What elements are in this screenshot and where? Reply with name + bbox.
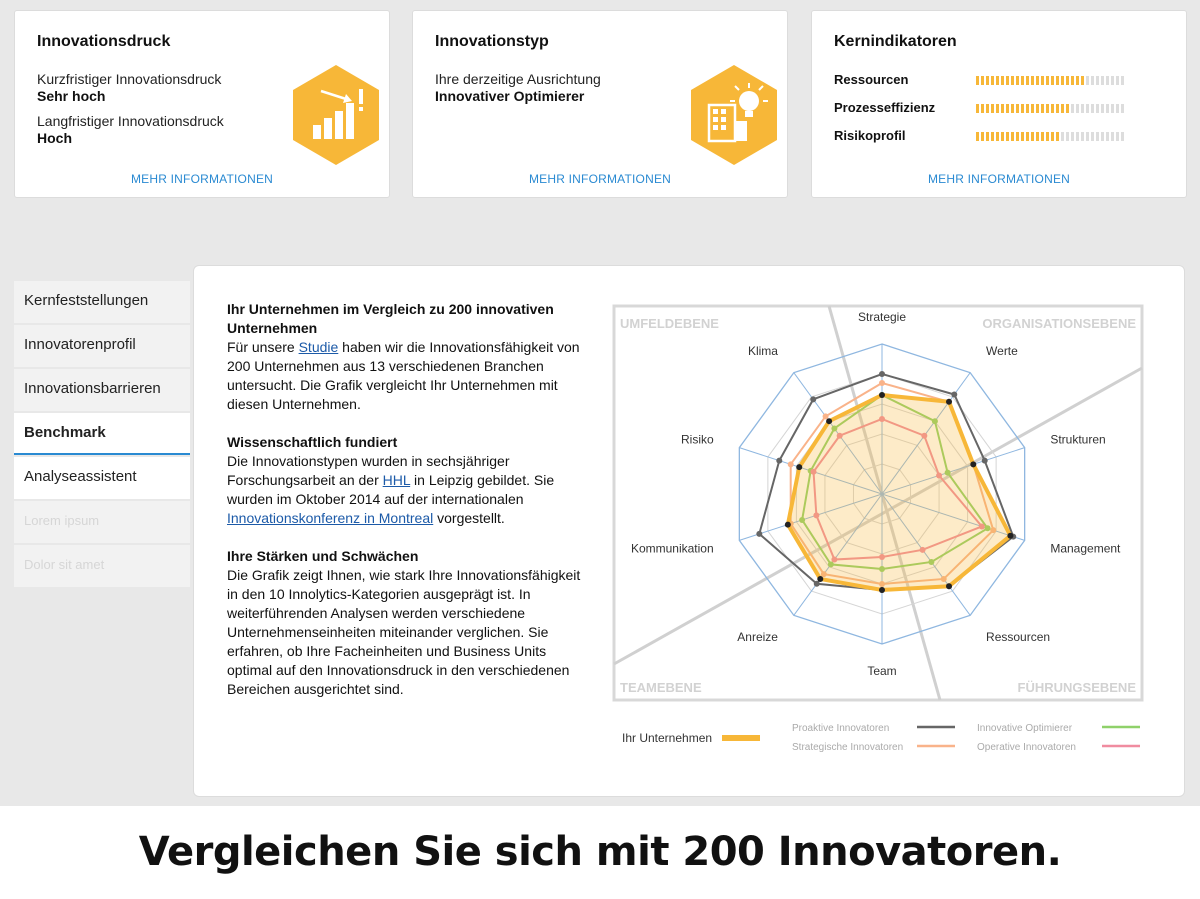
- series-point: [810, 396, 816, 402]
- series-point: [951, 391, 957, 397]
- category-label: Werte: [986, 343, 1018, 358]
- indicator-segment: [1051, 104, 1054, 113]
- series-point: [756, 531, 762, 537]
- sidebar-item-analyseassistent[interactable]: Analyseassistent: [14, 457, 190, 499]
- indicator-segment: [1016, 104, 1019, 113]
- benchmark-panel: [193, 265, 1185, 797]
- indicator-segment: [1071, 104, 1074, 113]
- card-innovationstyp: [412, 10, 788, 198]
- category-label: Strukturen: [1050, 432, 1106, 447]
- legend-label: Operative Innovatoren: [977, 742, 1076, 753]
- indicator-segment: [1121, 132, 1124, 141]
- legend-label: Ihr Unternehmen: [622, 731, 713, 745]
- indicator-segment: [996, 76, 999, 85]
- indicator-segment: [1006, 132, 1009, 141]
- indicator-segment: [1031, 76, 1034, 85]
- indicator-segment: [1111, 104, 1114, 113]
- indicator-segment: [1036, 76, 1039, 85]
- indicator-segment: [1096, 76, 1099, 85]
- indicator-bar: [976, 76, 1124, 85]
- category-label: Ressourcen: [986, 630, 1051, 645]
- indicator-segment: [981, 76, 984, 85]
- radar-svg: [612, 304, 1152, 764]
- indicator-segment: [981, 132, 984, 141]
- indicator-risikoprofil: [834, 128, 906, 143]
- indicator-segment: [1116, 104, 1119, 113]
- indicator-segment: [1086, 76, 1089, 85]
- indicator-segment: [1041, 76, 1044, 85]
- indicator-segment: [1036, 132, 1039, 141]
- more-info-link[interactable]: MEHR INFORMATIONEN: [528, 172, 672, 186]
- quadrant-label: ORGANISATIONSEBENE: [982, 316, 1136, 331]
- indicator-segment: [1076, 132, 1079, 141]
- series-point: [879, 371, 885, 377]
- indicator-segment: [981, 104, 984, 113]
- indicator-segment: [1066, 76, 1069, 85]
- sidebar-item-innovationsbarrieren[interactable]: Innovationsbarrieren: [14, 369, 190, 411]
- indicator-segment: [991, 76, 994, 85]
- indicator-segment: [1086, 104, 1089, 113]
- series-point: [817, 576, 823, 582]
- series-point: [982, 458, 988, 464]
- indicator-segment: [1011, 132, 1014, 141]
- series-point: [826, 418, 832, 424]
- indicator-label: Prozesseffizienz: [834, 100, 936, 115]
- section-heading: Ihr Unternehmen im Vergleich zu 200 innovativen Unternehmen: [227, 301, 554, 336]
- short-term-value: Sehr hoch: [37, 88, 106, 104]
- series-point: [946, 399, 952, 405]
- series-point: [946, 583, 952, 589]
- indicator-segment: [1006, 104, 1009, 113]
- indicator-label: Risikoprofil: [834, 128, 906, 143]
- indicator-bar: [976, 132, 1124, 141]
- indicator-prozesseffizienz: [834, 100, 935, 115]
- indicator-bar: [976, 104, 1124, 113]
- indicator-segment: [1116, 132, 1119, 141]
- indicator-segment: [1026, 104, 1029, 113]
- indicator-segment: [1066, 132, 1069, 141]
- indicator-segment: [1111, 132, 1114, 141]
- indicator-segment: [1031, 104, 1034, 113]
- indicator-segment: [1081, 132, 1084, 141]
- building-lightbulb-icon: [689, 63, 779, 167]
- indicator-segment: [1031, 132, 1034, 141]
- indicator-segment: [1121, 104, 1124, 113]
- indicator-segment: [1101, 104, 1104, 113]
- sidebar-item-benchmark[interactable]: Benchmark: [14, 413, 190, 455]
- category-label: Kommunikation: [630, 541, 714, 556]
- series-point: [879, 587, 885, 593]
- indicator-segment: [1081, 104, 1084, 113]
- indicator-segment: [991, 132, 994, 141]
- indicator-segment: [996, 104, 999, 113]
- indicator-segment: [1046, 104, 1049, 113]
- card-kernindikatoren: [811, 10, 1187, 198]
- indicator-segment: [1001, 104, 1004, 113]
- indicator-segment: [1036, 104, 1039, 113]
- series-point: [1007, 533, 1013, 539]
- series-point: [823, 413, 829, 419]
- series-point: [879, 392, 885, 398]
- long-term-label: Langfristiger Innovationsdruck: [37, 113, 224, 129]
- more-info-link[interactable]: MEHR INFORMATIONEN: [130, 172, 274, 186]
- indicator-segment: [1011, 104, 1014, 113]
- card-title: Kernindikatoren: [834, 33, 957, 50]
- sidebar-nav: [14, 281, 190, 589]
- section-heading: Wissenschaftlich fundiert: [227, 434, 398, 450]
- indicator-segment: [1061, 132, 1064, 141]
- quadrant-label: FÜHRUNGSEBENE: [1017, 680, 1136, 695]
- indicator-segment: [1061, 104, 1064, 113]
- card-body: [435, 71, 601, 113]
- orientation-value: Innovativer Optimierer: [435, 88, 585, 104]
- legend-label: Innovative Optimierer: [977, 723, 1073, 734]
- short-term-label: Kurzfristiger Innovationsdruck: [37, 71, 222, 87]
- indicator-segment: [1071, 132, 1074, 141]
- indicator-segment: [1001, 132, 1004, 141]
- indicator-segment: [1026, 76, 1029, 85]
- sidebar-item-disabled: Dolor sit amet: [14, 545, 190, 587]
- hhl-link[interactable]: HHL: [382, 472, 411, 488]
- category-label: Management: [1050, 541, 1121, 556]
- indicator-segment: [1081, 76, 1084, 85]
- indicator-segment: [1051, 132, 1054, 141]
- legend-label: Proaktive Innovatoren: [792, 723, 890, 734]
- category-label: Risiko: [680, 432, 714, 447]
- indicator-segment: [1041, 104, 1044, 113]
- indicator-segment: [1071, 76, 1074, 85]
- indicator-segment: [1106, 132, 1109, 141]
- indicator-segment: [1106, 76, 1109, 85]
- radar-chart: [612, 304, 1152, 764]
- indicator-segment: [1021, 104, 1024, 113]
- indicator-segment: [1121, 76, 1124, 85]
- indicator-segment: [976, 76, 979, 85]
- long-term-value: Hoch: [37, 130, 72, 146]
- footer-banner: [0, 806, 1200, 899]
- indicator-segment: [1111, 76, 1114, 85]
- benchmark-text: [227, 300, 582, 718]
- more-info-link[interactable]: MEHR INFORMATIONEN: [927, 172, 1071, 186]
- series-point: [776, 458, 782, 464]
- indicator-segment: [1041, 132, 1044, 141]
- indicator-segment: [986, 76, 989, 85]
- section-paragraph: Die Grafik zeigt Ihnen, wie stark Ihre Innovationsfähigkeit in den 10 Innolytics-Kategorien ausgeprägt ist. In weiterführenden Analysen werden verschiedene Unternehmenseinheiten miteinander verglichen. Sie erfahren, ob Ihre Facheinheiten und Business Units optimal auf den Innovationsdruck in den verschiedenen Bereichen ausgerichtet sind.: [227, 567, 581, 697]
- indicator-label: Ressourcen: [834, 72, 909, 87]
- series-point: [879, 380, 885, 386]
- sidebar-item-disabled: Lorem ipsum: [14, 501, 190, 543]
- indicator-segment: [1091, 132, 1094, 141]
- bar-chart-alert-icon: [291, 63, 381, 167]
- indicator-segment: [1006, 76, 1009, 85]
- indicator-segment: [1046, 76, 1049, 85]
- indicator-segment: [976, 132, 979, 141]
- quadrant-label: UMFELDEBENE: [620, 316, 719, 331]
- indicator-segment: [1016, 132, 1019, 141]
- indicator-segment: [1101, 132, 1104, 141]
- indicator-segment: [1056, 76, 1059, 85]
- indicator-segment: [991, 104, 994, 113]
- indicator-ressourcen: [834, 72, 908, 87]
- quadrant-label: TEAMEBENE: [620, 680, 702, 695]
- indicator-segment: [1091, 76, 1094, 85]
- indicator-segment: [1101, 76, 1104, 85]
- sidebar-item-kernfeststellungen[interactable]: Kernfeststellungen: [14, 281, 190, 323]
- indicator-segment: [1086, 132, 1089, 141]
- indicator-segment: [1106, 104, 1109, 113]
- series-point: [796, 464, 802, 470]
- card-title: Innovationsdruck: [37, 33, 171, 50]
- section-heading: Ihre Stärken und Schwächen: [227, 548, 419, 564]
- indicator-segment: [1076, 104, 1079, 113]
- indicator-segment: [1096, 104, 1099, 113]
- section-paragraph: Für unsere Studie haben wir die Innovationsfähigkeit von 200 Unternehmen aus 13 verschiedenen Branchen untersucht. Die Grafik vergleicht Ihr Unternehmen mit diesen Unternehmen.: [227, 339, 580, 412]
- sidebar-item-innovatorenprofil[interactable]: Innovatorenprofil: [14, 325, 190, 367]
- card-title: Innovationstyp: [435, 33, 549, 50]
- footer-headline: Vergleichen Sie sich mit 200 Innovatoren.: [138, 829, 1062, 875]
- indicator-segment: [976, 104, 979, 113]
- conference-link[interactable]: Innovationskonferenz in Montreal: [227, 510, 434, 526]
- section-paragraph: Die Innovationstypen wurden in sechsjähriger Forschungsarbeit an der HHL in Leipzig gebildet. Sie wurden im Oktober 2014 auf der internationalen Innovationskonferenz in Montreal vorgestellt.: [227, 453, 555, 526]
- series-point: [788, 461, 794, 467]
- category-label: Anreize: [737, 630, 778, 645]
- indicator-segment: [1021, 132, 1024, 141]
- category-label: Klima: [747, 343, 778, 358]
- card-innovationsdruck: [14, 10, 390, 198]
- indicator-segment: [1096, 132, 1099, 141]
- card-body: [37, 71, 224, 155]
- indicator-segment: [986, 104, 989, 113]
- study-link[interactable]: Studie: [298, 339, 339, 355]
- indicator-segment: [1016, 76, 1019, 85]
- indicator-segment: [1066, 104, 1069, 113]
- orientation-label: Ihre derzeitige Ausrichtung: [435, 71, 601, 87]
- indicator-segment: [1051, 76, 1054, 85]
- indicator-segment: [1001, 76, 1004, 85]
- series-point: [814, 581, 820, 587]
- indicator-segment: [1021, 76, 1024, 85]
- indicator-segment: [1046, 132, 1049, 141]
- indicator-segment: [1076, 76, 1079, 85]
- indicator-segment: [1056, 132, 1059, 141]
- indicator-segment: [1056, 104, 1059, 113]
- category-label: Team: [867, 664, 897, 678]
- indicator-segment: [1061, 76, 1064, 85]
- indicator-segment: [986, 132, 989, 141]
- series-point: [785, 522, 791, 528]
- indicator-segment: [1011, 76, 1014, 85]
- legend-label: Strategische Innovatoren: [792, 742, 904, 753]
- indicator-segment: [1026, 132, 1029, 141]
- series-point: [970, 461, 976, 467]
- category-label: Strategie: [857, 310, 907, 324]
- indicator-segment: [1116, 76, 1119, 85]
- indicator-segment: [1091, 104, 1094, 113]
- indicator-segment: [996, 132, 999, 141]
